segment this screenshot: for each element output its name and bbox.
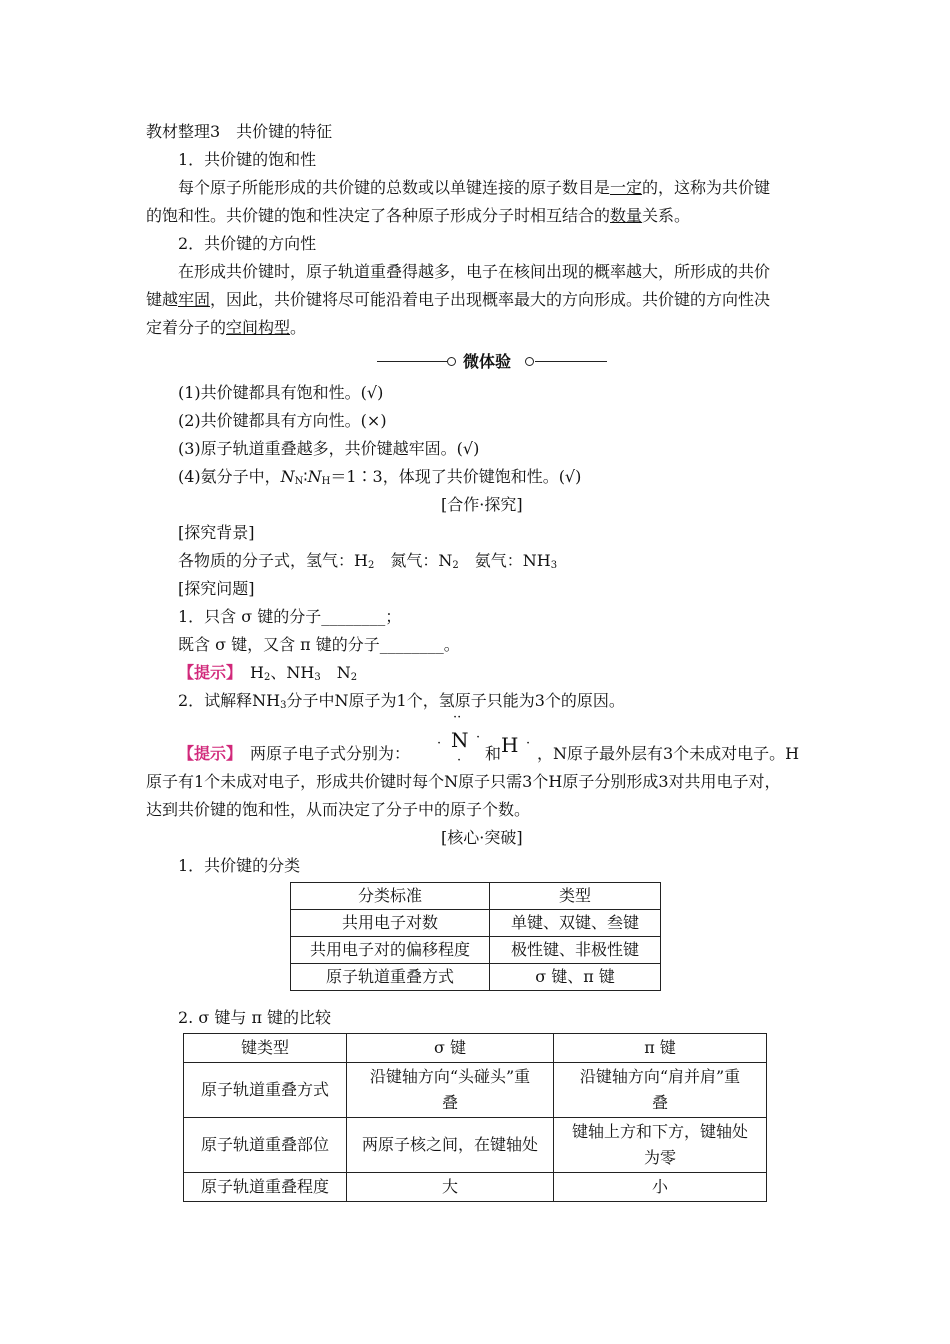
electron-dot: · xyxy=(457,753,462,768)
hint-2-continued: ，N原子最外层有3个未成对电子。H xyxy=(537,744,800,763)
table2-title: 2. σ 键与 π 键的比较 xyxy=(178,1008,332,1027)
paragraph-line: 每个原子所能形成的共价键的总数或以单键连接的原子数目是一定的，这称为共价键 xyxy=(178,178,771,197)
classification-table xyxy=(290,882,661,991)
table-cell: 原子轨道重叠部位 xyxy=(184,1118,347,1173)
subsection-title-saturation: 1．共价键的饱和性 xyxy=(178,150,317,169)
question-label: [探究问题] xyxy=(178,579,255,598)
and-text: 和 xyxy=(485,744,502,763)
table-cell: 键轴上方和下方，键轴处 为零 xyxy=(554,1118,767,1173)
background-text: 各物质的分子式，氢气：$H_2$ 氮气：$N_2$ 氨气：$NH_3$ xyxy=(178,551,558,571)
table-cell: 共用电子对的偏移程度 xyxy=(291,937,490,964)
hint-2: 【提示】 两原子电子式分别为： xyxy=(178,744,411,763)
question-1: 1．只含 σ 键的分子________； xyxy=(178,607,402,626)
nitrogen-symbol: N xyxy=(451,728,469,752)
exercise-item: (2)共价键都具有方向性。(×) xyxy=(178,411,387,430)
table-cell: 沿键轴方向“头碰头”重 叠 xyxy=(347,1063,554,1118)
exercise-item: (4)氨分子中，$N_N∶N_H=1∶3$，体现了共价键饱和性。(√) xyxy=(178,467,582,487)
table-row xyxy=(184,1118,767,1173)
electron-dot: · xyxy=(437,736,442,751)
question-1b: 既含 σ 键，又含 π 键的分子________。 xyxy=(178,635,460,654)
table-row xyxy=(291,964,661,991)
micro-experience-title: 微体验 xyxy=(463,352,512,371)
table-cell: σ 键、π 键 xyxy=(490,964,661,991)
exercise-item: (3)原子轨道重叠越多，共价键越牢固。(√) xyxy=(178,439,480,458)
paragraph-line: 在形成共价键时，原子轨道重叠得越多，电子在核间出现的概率越大，所形成的共价 xyxy=(178,262,771,281)
lone-pair-dots: ·· xyxy=(453,710,462,725)
background-label: [探究背景] xyxy=(178,523,255,542)
subsection-title-direction: 2．共价键的方向性 xyxy=(178,234,317,253)
table-cell: 两原子核之间，在键轴处 xyxy=(347,1118,554,1173)
table-cell: 共用电子对数 xyxy=(291,910,490,937)
paragraph-line: 定着分子的空间构型。 xyxy=(146,318,307,337)
table-row xyxy=(184,1063,767,1118)
table-cell: 单键、双键、叁键 xyxy=(490,910,661,937)
micro-experience-divider xyxy=(377,352,607,372)
table-header-cell: σ 键 xyxy=(347,1034,554,1063)
table-cell: 大 xyxy=(347,1173,554,1202)
circle-icon xyxy=(525,357,534,366)
hint-2-line: 达到共价键的饱和性，从而决定了分子中的原子个数。 xyxy=(146,800,531,819)
table-cell: 原子轨道重叠方式 xyxy=(291,964,490,991)
circle-icon xyxy=(447,357,456,366)
table1-title: 1．共价键的分类 xyxy=(178,856,301,875)
cooperation-label: [合作·探究] xyxy=(441,495,523,514)
table-cell: 原子轨道重叠程度 xyxy=(184,1173,347,1202)
table-row xyxy=(184,1034,767,1063)
hint-label: 【提示】 xyxy=(178,663,235,682)
table-row xyxy=(291,937,661,964)
table-header-cell: 键类型 xyxy=(184,1034,347,1063)
paragraph-line: 键越牢固，因此，共价键将尽可能沿着电子出现概率最大的方向形成。共价键的方向性决 xyxy=(146,290,771,309)
exercise-item: (1)共价键都具有饱和性。(√) xyxy=(178,383,384,402)
table-cell: 沿键轴方向“肩并肩”重 叠 xyxy=(554,1063,767,1118)
table-row xyxy=(291,910,661,937)
table-cell: 小 xyxy=(554,1173,767,1202)
core-label: [核心·突破] xyxy=(441,828,523,847)
table-row xyxy=(184,1173,767,1202)
table-row xyxy=(291,883,661,910)
table-header-cell: π 键 xyxy=(554,1034,767,1063)
question-2: 2．试解释$NH_3$分子中N原子为1个，氢原子只能为3个的原因。 xyxy=(178,691,625,711)
paragraph-line: 的饱和性。共价键的饱和性决定了各种原子形成分子时相互结合的数量关系。 xyxy=(146,206,691,225)
electron-dot: · xyxy=(476,730,481,745)
hint-1: 【提示】 $H_2$、$NH_3$ $N_2$ xyxy=(178,663,358,683)
sigma-pi-comparison-table xyxy=(183,1033,767,1202)
table-header-cell: 分类标准 xyxy=(291,883,490,910)
table-header-cell: 类型 xyxy=(490,883,661,910)
hint-2-line: 原子有1个未成对电子，形成共价键时每个N原子只需3个H原子分别形成3对共用电子对， xyxy=(146,772,781,791)
electron-dot: · xyxy=(526,736,531,751)
section-heading: 教材整理3 共价键的特征 xyxy=(146,122,333,141)
table-cell: 极性键、非极性键 xyxy=(490,937,661,964)
hydrogen-symbol: H xyxy=(501,733,519,757)
table-cell: 原子轨道重叠方式 xyxy=(184,1063,347,1118)
